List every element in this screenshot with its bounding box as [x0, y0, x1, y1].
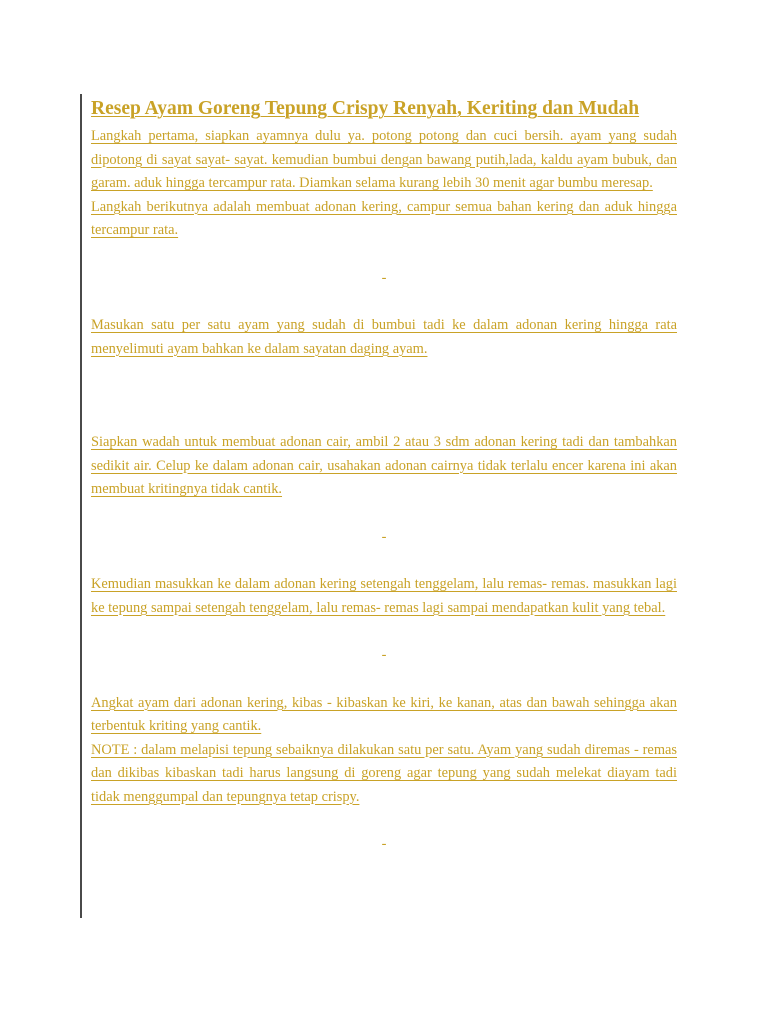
step-paragraph-1[interactable]: Langkah pertama, siapkan ayamnya dulu ya. potong potong dan cuci bersih. ayam yang sudah dipotong di sayat sayat- sayat. kemudian bumbui dengan bawang putih,lada, kaldu ayam bubuk, dan garam. aduk hingga tercampur rata. Diamkan selama kurang lebih 30 menit agar bumbu meresap. [91, 128, 677, 191]
note-paragraph[interactable]: NOTE : dalam melapisi tepung sebaiknya dilakukan satu per satu. Ayam yang sudah diremas - remas dan dikibas kibaskan tadi harus langsung di goreng agar tepung yang sudah melekat diayam tadi tidak menggumpal dan tepungnya tetap crispy. [91, 741, 677, 805]
margin-bar [80, 94, 82, 918]
step-paragraph-4[interactable]: Siapkan wadah untuk membuat adonan cair, ambil 2 atau 3 sdm adonan kering tadi dan tambahkan sedikit air. Celup ke dalam adonan cair, usahakan adonan cairnya tidak terlalu encer karena ini akan membuat kritingnya tidak cantik. [91, 434, 677, 497]
document-content [91, 96, 677, 857]
separator-1: - [381, 269, 387, 286]
step-paragraph-2[interactable]: Langkah berikutnya adalah membuat adonan kering, campur semua bahan kering dan aduk hingga tercampur rata. [91, 198, 677, 238]
separator-4: - [381, 836, 387, 852]
step-paragraph-5[interactable]: Kemudian masukkan ke dalam adonan kering setengah tenggelam, lalu remas- remas. masukkan lagi ke tepung sampai setengah tenggelam, lalu remas- remas lagi sampai mendapatkan kulit yang tebal. [91, 576, 677, 616]
separator-3: - [381, 647, 387, 663]
recipe-title[interactable]: Resep Ayam Goreng Tepung Crispy Renyah, Keriting dan Mudah [91, 98, 640, 119]
separator-2: - [381, 528, 387, 545]
step-paragraph-3[interactable]: Masukan satu per satu ayam yang sudah di bumbui tadi ke dalam adonan kering hingga rata menyelimuti ayam bahkan ke dalam sayatan daging ayam. [91, 317, 677, 357]
step-paragraph-6[interactable]: Angkat ayam dari adonan kering, kibas - kibaskan ke kiri, ke kanan, atas dan bawah sehingga akan terbentuk kriting yang cantik. [91, 694, 677, 734]
